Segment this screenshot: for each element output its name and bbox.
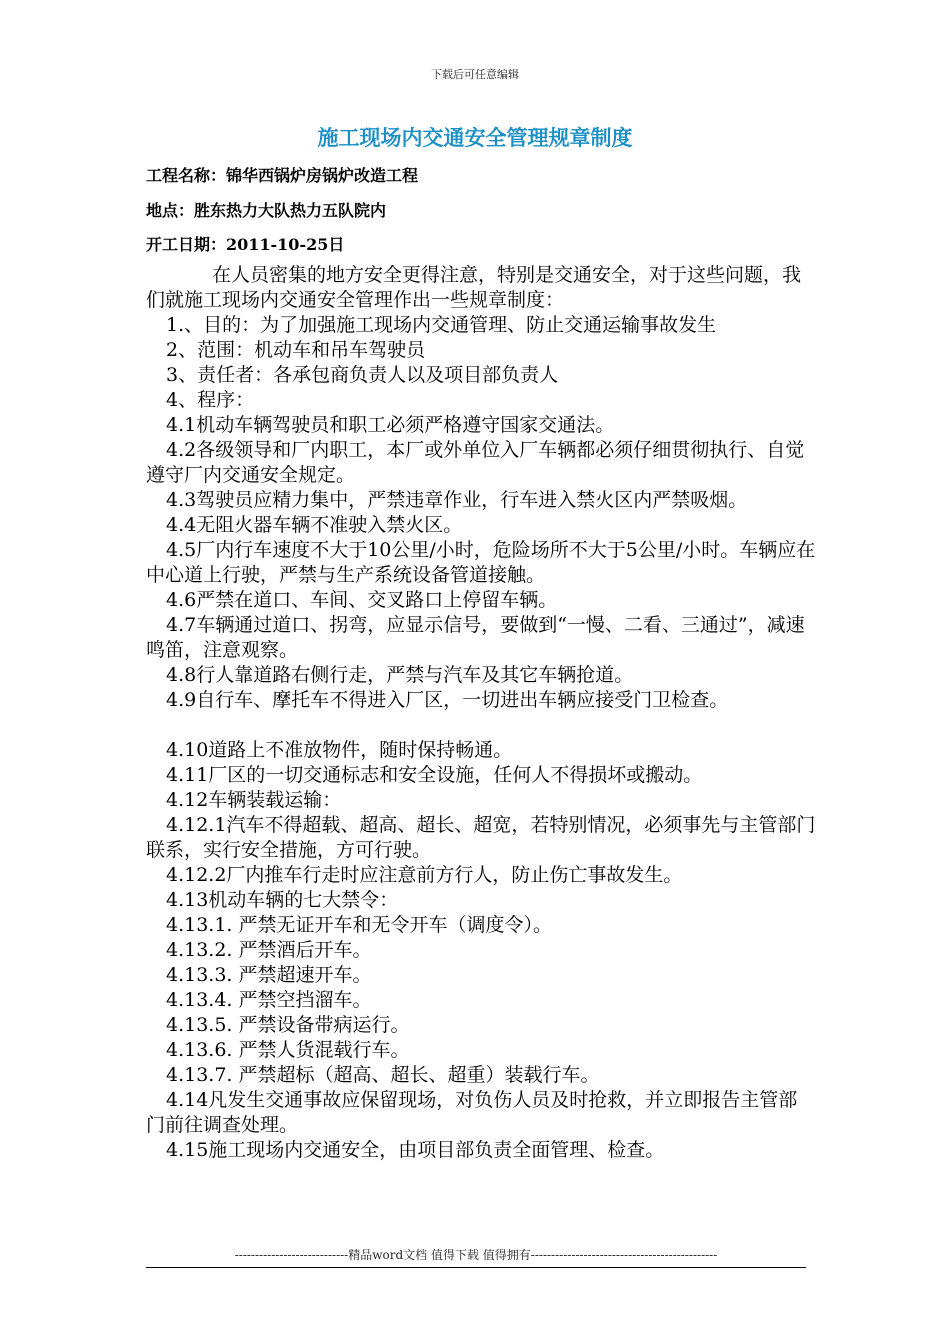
- project-name: 工程名称：锦华西锅炉房锅炉改造工程: [146, 166, 419, 185]
- footer-text: ----------------------------精品word文档 值得下载 值得拥有----------------------------------------------: [234, 1248, 718, 1262]
- rule-4-10: 4.10道路上不准放物件，随时保持畅通。: [166, 739, 513, 761]
- rule-4-7: 4.7车辆通过道口、拐弯，应显示信号，要做到“一慢、二看、三通过”，减速鸣笛，注意观察。: [146, 614, 805, 661]
- header-note: 下载后可任意编辑: [431, 68, 519, 81]
- document-title: 施工现场内交通安全管理规章制度: [317, 125, 633, 150]
- project-location: 地点：胜东热力大队热力五队院内: [146, 201, 387, 220]
- rule-4-8: 4.8行人靠道路右侧行走，严禁与汽车及其它车辆抢道。: [166, 664, 634, 686]
- page-footer: [146, 1246, 806, 1268]
- rule-4-1: 4.1机动车辆驾驶员和职工必须严格遵守国家交通法。: [166, 414, 615, 436]
- rule-4-3: 4.3驾驶员应精力集中，严禁违章作业，行车进入禁火区内严禁吸烟。: [166, 489, 748, 511]
- start-date: 开工日期：2011-10-25日: [146, 235, 345, 254]
- rule-4-11: 4.11厂区的一切交通标志和安全设施，任何人不得损坏或搬动。: [166, 764, 703, 786]
- rule-4-13-5: 4.13.5. 严禁设备带病运行。: [166, 1014, 410, 1036]
- rule-4-13-7: 4.13.7. 严禁超标（超高、超长、超重）装载行车。: [166, 1064, 600, 1086]
- rule-procedure: 4、程序：: [166, 389, 255, 411]
- rule-purpose: 1.、目的：为了加强施工现场内交通管理、防止交通运输事故发生: [166, 314, 717, 336]
- intro-paragraph: 在人员密集的地方安全更得注意，特别是交通安全，对于这些问题，我们就施工现场内交通安全管理作出一些规章制度：: [146, 264, 802, 311]
- rule-4-12: 4.12车辆装载运输：: [166, 789, 342, 811]
- blank-line: [146, 713, 816, 738]
- footer-divider: [146, 1267, 806, 1268]
- rule-4-9: 4.9自行车、摩托车不得进入厂区，一切进出车辆应接受门卫检查。: [166, 689, 729, 711]
- rule-4-13: 4.13机动车辆的七大禁令：: [166, 889, 399, 911]
- rule-4-13-6: 4.13.6. 严禁人货混载行车。: [166, 1039, 410, 1061]
- rule-4-12-2: 4.12.2厂内推车行走时应注意前方行人，防止伤亡事故发生。: [166, 864, 683, 886]
- rule-4-2: 4.2各级领导和厂内职工，本厂或外单位入厂车辆都必须仔细贯彻执行、自觉遵守厂内交通安全规定。: [146, 439, 805, 486]
- rule-4-13-1: 4.13.1. 严禁无证开车和无令开车（调度令）。: [166, 914, 553, 936]
- rule-responsible: 3、责任者：各承包商负责人以及项目部负责人: [166, 364, 559, 386]
- rule-4-15: 4.15施工现场内交通安全，由项目部负责全面管理、检查。: [166, 1139, 665, 1161]
- rule-4-14: 4.14凡发生交通事故应保留现场，对负伤人员及时抢救，并立即报告主管部门前往调查处理。: [146, 1089, 798, 1136]
- rule-4-13-3: 4.13.3. 严禁超速开车。: [166, 964, 372, 986]
- rule-4-6: 4.6严禁在道口、车间、交叉路口上停留车辆。: [166, 589, 558, 611]
- rule-4-13-4: 4.13.4. 严禁空挡溜车。: [166, 989, 372, 1011]
- rule-4-5: 4.5厂内行车速度不大于10公里/小时，危险场所不大于5公里/小时。车辆应在中心道上行驶，严禁与生产系统设备管道接触。: [146, 539, 816, 586]
- rule-scope: 2、范围：机动车和吊车驾驶员: [166, 339, 426, 361]
- document-body: [146, 263, 816, 1163]
- rule-4-13-2: 4.13.2. 严禁酒后开车。: [166, 939, 372, 961]
- rule-4-12-1: 4.12.1汽车不得超载、超高、超长、超宽，若特别情况，必须事先与主管部门联系，实行安全措施，方可行驶。: [146, 814, 816, 861]
- rule-4-4: 4.4无阻火器车辆不准驶入禁火区。: [166, 514, 463, 536]
